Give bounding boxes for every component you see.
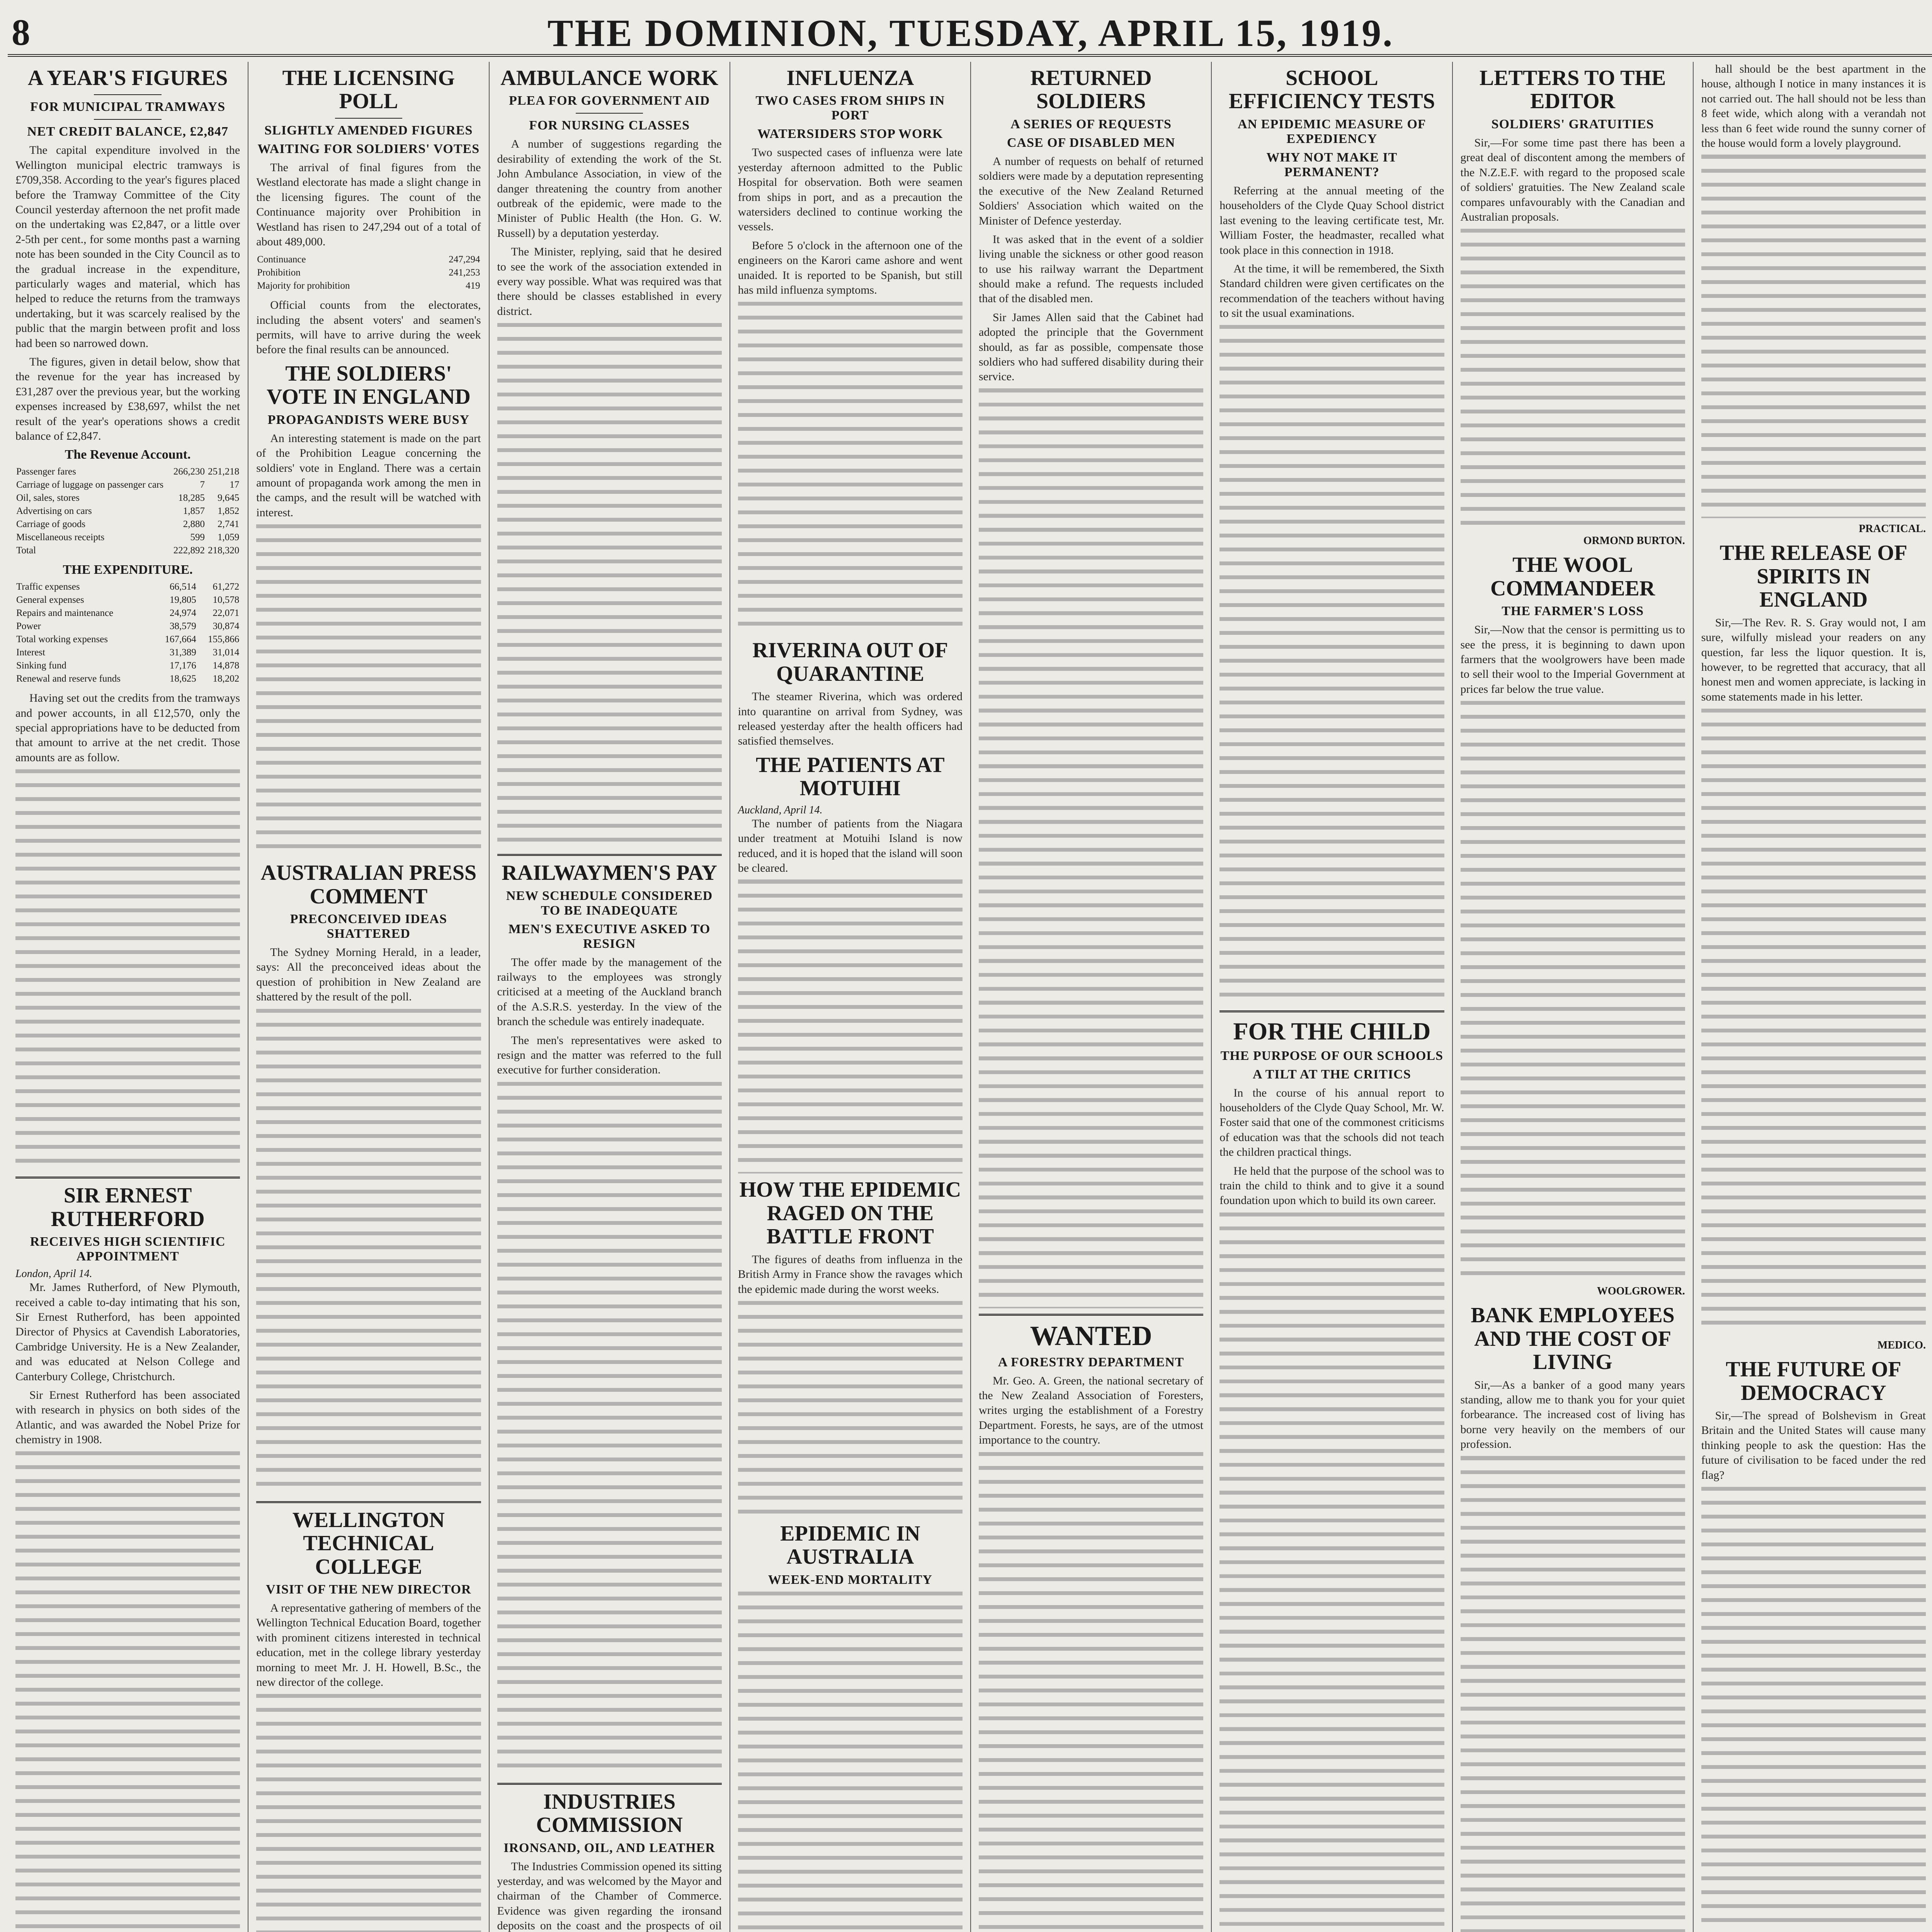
row-value: 419 [466,281,480,291]
row-value: 18,625 [170,673,196,684]
table-row [256,266,481,279]
kicker: WHY NOT MAKE IT PERMANENT? [1266,150,1398,179]
row-value: 17,176 [170,660,196,671]
headline: WELLINGTON TECHNICAL COLLEGE [292,1508,445,1579]
table-row [15,646,240,659]
row-value: 2,741 [218,519,240,530]
expenditure-table [15,580,240,685]
row-value: 266,230 [173,466,205,477]
row-value: 599 [190,532,205,543]
section-divider [497,1783,722,1785]
table-row [15,531,240,544]
column-3 [490,62,730,1932]
article-paragraph: The capital expenditure involved in the Wellington municipal electric tramways is £709,358. According to the year's figures placed before the Tramway Committee of the City Council yesterday afternoon the net profit made on the undertaking was £2,847, or a little over 2-5th per cent., for some months past a warning note has been sounded in the City Council as to the gradual increase in the expenditure, particularly wages and material, which has helped to reduce the returns from the tramways undertaking, but it was scarcely realised by the public that the margin between profit and loss had been so narrowed down. [15,144,240,350]
row-value: 18,285 [178,493,205,503]
section-divider [1219,1010,1444,1012]
article-paragraph: In the course of his annual report to householders of the Clyde Quay School, Mr. W. Foster said that one of the commonest criticisms of education was that the schools did not teach the children practical things. [1219,1086,1444,1159]
kicker: MEN'S EXECUTIVE ASKED TO RESIGN [508,922,711,951]
article-paragraph: The Industries Commission opened its sitting yesterday, and was welcomed by the Mayor and chairman of the Chamber of Commerce. Evidence was given regarding the ironsand deposits on the coast and the prospects of oil [497,1860,722,1932]
text-block [1461,1456,1685,1932]
table-row [256,253,481,266]
text-block [1219,325,1444,1005]
text-block [1701,1486,1926,1932]
letter-signature: PRACTICAL. [1859,523,1926,535]
article-paragraph: Two suspected cases of influenza were late yesterday afternoon admitted to the Public Hospital for observation. Both were seamen from ships in port, and as a precaution the watersiders declined to continue working the vessels. [738,146,963,233]
row-label: Total working expenses [16,634,108,645]
letter-signature: MEDICO. [1877,1339,1926,1352]
row-label: Total [16,545,36,556]
row-value: 10,578 [213,595,240,605]
article-paragraph: The figures of deaths from influenza in the British Army in France show the ravages which the epidemic made during the worst weeks. [738,1253,963,1296]
column-2 [248,62,489,1932]
row-value: 155,866 [208,634,240,645]
headline: THE LICENSING POLL [282,66,455,114]
kicker: NET CREDIT BALANCE, £2,847 [27,124,228,139]
row-label: Passenger fares [16,466,76,477]
letter-signature: ORMOND BURTON. [1583,535,1685,547]
headline: THE RELEASE OF SPIRITS IN ENGLAND [1719,541,1908,612]
table-row [256,279,481,293]
article-paragraph: Sir James Allen said that the Cabinet had adopted the principle that the Government should, as far as possible, compensate those soldiers who had suffered disability during their service. [979,311,1204,383]
section-divider [979,1314,1203,1316]
row-value: 241,253 [449,267,480,278]
text-block [1461,228,1685,530]
subheadline: TWO CASES FROM SHIPS IN PORT [755,94,945,123]
row-value: 31,389 [170,647,196,658]
row-value: 17 [230,480,240,490]
article-paragraph: An interesting statement is made on the part of the Prohibition League concerning the soldiers' vote in England. There was a certain amount of propaganda work among the men in the camps, and the result will be watched with interest. [256,432,481,519]
row-value: 14,878 [213,660,240,671]
headline: THE SOLDIERS' VOTE IN ENGLAND [266,361,471,409]
dateline: London, April 14. [15,1268,92,1280]
row-label: Renewal and reserve funds [16,673,121,684]
revenue-table [15,465,240,557]
row-value: 30,874 [213,621,240,632]
row-label: Majority for prohibition [257,281,350,291]
text-block [738,301,963,634]
headline: WANTED [1030,1320,1152,1351]
row-value: 7 [200,480,205,490]
headline: AMBULANCE WORK [500,66,718,90]
letter-paragraph: Sir,—The spread of Bolshevism in Great Britain and the United States will cause many thinking people to ask the question: Has the future of civilisation to be faced under the red flag? [1701,1409,1926,1481]
kicker: FOR NURSING CLASSES [529,118,690,133]
divider [94,119,161,120]
column-8 [1694,62,1932,1932]
subheadline: FOR MUNICIPAL TRAMWAYS [30,100,226,114]
headline: INDUSTRIES COMMISSION [536,1789,683,1837]
row-value: 22,071 [213,608,240,619]
row-value: 66,514 [170,582,196,592]
text-block [979,1452,1203,1932]
page-number: 8 [12,12,30,53]
subheadline: A SERIES OF REQUESTS [1010,117,1172,131]
article-paragraph: Official counts from the electorates, including the absent voters' and seamen's permits, will have to arrive during the week before the final results can be announced. [256,299,481,356]
row-label: Carriage of goods [16,519,86,530]
divider [94,94,161,95]
article-paragraph: The arrival of final figures from the Westland electorate has made a slight change in the licensing figures. The count of the Continuance majority over Prohibition in Westland has risen to 247,294 out of a total of about 489,000. [256,161,481,248]
kicker: A TILT AT THE CRITICS [1253,1067,1411,1082]
letter-signature: WOOLGROWER. [1597,1285,1685,1298]
article-paragraph: Mr. James Rutherford, of New Plymouth, received a cable to-day intimating that his son, Sir Ernest Rutherford, has been appointed Director of Physics at Cavendish Laboratories, Cambridge University. He is a New Zealander, and was educated at Nelson College and Canterbury College, Christchurch. [15,1281,240,1383]
divider [576,113,643,114]
row-label: Sinking fund [16,660,66,671]
headline: RETURNED SOLDIERS [1030,66,1152,114]
subheadline: PROPAGANDISTS WERE BUSY [267,412,470,427]
article-paragraph: The Sydney Morning Herald, in a leader, says: All the preconceived ideas about the question of prohibition in New Zealand are shattered by the result of the poll. [256,946,481,1003]
text-block [15,769,240,1171]
row-value: 167,664 [165,634,196,645]
row-label: Advertising on cars [16,506,92,517]
text-block [1219,1212,1444,1932]
row-label: Interest [16,647,45,658]
subheadline: WEEK-END MORTALITY [768,1572,932,1587]
kicker: WAITING FOR SOLDIERS' VOTES [257,141,480,156]
headline: A YEAR'S FIGURES [27,66,228,90]
subheadline: IRONSAND, OIL, AND LEATHER [503,1840,715,1855]
table-row [15,492,240,505]
row-label: General expenses [16,595,84,605]
article-paragraph: It was asked that in the event of a soldier living unable the sickness or other good reason to use his railway warrant the Department should make a refund. The requests included that of the disabled men. [979,233,1204,305]
row-value: 31,014 [213,647,240,658]
newspaper-title: THE DOMINION, TUESDAY, APRIL 15, 1919. [547,12,1394,54]
text-block [738,1591,963,1932]
table-heading: The Revenue Account. [65,447,191,462]
row-value: 1,059 [218,532,240,543]
article-paragraph: The men's representatives were asked to resign and the matter was referred to the full executive for further consideration. [497,1034,722,1077]
article-paragraph: At the time, it will be remembered, the Sixth Standard children were given certificates on the recommendation of the teachers without having to sit the usual examinations. [1219,262,1444,320]
row-value: 222,892 [173,545,205,556]
article-paragraph: Before 5 o'clock in the afternoon one of the engineers on the Karori came ashore and went unaided. It is reported to be Spanish, but still has mild influenza symptoms. [738,239,963,296]
table-row [15,544,240,557]
row-value: 9,645 [218,493,240,503]
text-block [738,1301,963,1517]
subheadline: VISIT OF THE NEW DIRECTOR [266,1582,471,1597]
subheadline: THE PURPOSE OF OUR SCHOOLS [1220,1048,1444,1063]
article-paragraph: The steamer Riverina, which was ordered into quarantine on arrival from Sydney, was released yesterday after the health officers had satisfied themselves. [738,690,963,748]
row-value: 19,805 [170,595,196,605]
column-6 [1212,62,1452,1932]
article-paragraph: A representative gathering of members of the Wellington Technical Education Board, together with prominent citizens interested in technical education, met in the college library yesterday morning to meet Mr. J. H. Howell, B.Sc., the new director of the college. [256,1602,481,1689]
text-block [497,323,722,849]
headline: RIVERINA OUT OF QUARANTINE [752,638,948,686]
subheadline: SOLDIERS' GRATUITIES [1491,117,1654,131]
section-divider [15,1177,240,1179]
kicker: WATERSIDERS STOP WORK [757,127,943,141]
masthead [8,8,1932,57]
article-paragraph: A number of requests on behalf of returned soldiers were made by a deputation representing the executive of the New Zealand Returned Soldiers' Association which waited on the Minister of Defence yesterday. [979,155,1204,227]
row-value: 24,974 [170,608,196,619]
table-row [15,505,240,518]
headline: EPIDEMIC IN AUSTRALIA [780,1521,920,1569]
row-value: 2,880 [183,519,205,530]
row-label: Continuance [257,254,306,265]
headline: INFLUENZA [786,66,914,90]
column-5 [971,62,1212,1932]
text-block [738,879,963,1173]
subheadline: RECEIVES HIGH SCIENTIFIC APPOINTMENT [30,1235,226,1264]
article-paragraph: Sir Ernest Rutherford has been associated with research in physics on both sides of the Atlantic, and was awarded the Nobel Prize for chemistry in 1908. [15,1388,240,1446]
article-paragraph: He held that the purpose of the school was to train the child to think and to give it a sound foundation upon which to build its own career. [1219,1164,1444,1207]
section-divider [256,1501,481,1503]
table-row [15,607,240,620]
letter-paragraph: Sir,—Now that the censor is permitting us to see the press, it is beginning to dawn upon farmers that the woolgrowers have been made to sell their wool to the Imperial Government at prices far below the true value. [1460,623,1685,696]
headline: BANK EMPLOYEES AND THE COST OF LIVING [1471,1303,1675,1374]
text-block [979,388,1203,1308]
letter-paragraph: Sir,—As a banker of a good many years standing, allow me to thank you for your quiet forbearance. The increased cost of living has borne very heavily on the members of our profession. [1460,1378,1685,1451]
subheadline: SLIGHTLY AMENDED FIGURES [264,123,473,138]
text-block [256,1009,481,1496]
subheadline: NEW SCHEDULE CONSIDERED TO BE INADEQUATE [506,888,713,918]
text-block [256,1694,481,1932]
row-value: 1,857 [183,506,205,517]
table-row [15,478,240,492]
row-value: 1,852 [218,506,240,517]
headline: AUSTRALIAN PRESS COMMENT [260,861,477,908]
subheadline: PRECONCEIVED IDEAS SHATTERED [290,912,447,941]
text-block [497,1082,722,1777]
article-paragraph: Having set out the credits from the tramways and power accounts, in all £12,570, only the special appropriations have to be deducted from that amount to arrive at the net credit. Those amounts are as follow. [15,692,240,764]
article-paragraph: A number of suggestions regarding the desirability of extending the work of the St. John Ambulance Association, in view of the danger threatening the country from another outbreak of the epidemic, were made to the Minister of Public Health (the Hon. G. W. Russell) by a deputation yesterday. [497,138,722,240]
table-row [15,594,240,607]
text-block [1461,701,1685,1281]
subheadline: THE FARMER'S LOSS [1502,604,1644,619]
column-7 [1453,62,1694,1932]
table-row [15,633,240,646]
letter-paragraph: hall should be the best apartment in the house, although I notice in many instances it is not carried out. The hall should not be less than 8 feet wide, which along with a verandah not less than 6 feet wide round the sunny corner of the house would form a lovely playground. [1701,63,1926,150]
headline: HOW THE EPIDEMIC RAGED ON THE BATTLE FRONT [739,1178,961,1249]
article-paragraph: Referring at the annual meeting of the householders of the Clyde Quay School district last evening to the leaving certificate test, Mr. William Foster, the headmaster, recalled what took place in this connection in 1918. [1219,184,1444,257]
headline: SCHOOL EFFICIENCY TESTS [1229,66,1435,114]
article-paragraph: The figures, given in detail below, show that the revenue for the year has increased by £31,287 over the previous year, but the working expenses increased by £38,697, whilst the net result of the year's operations shows a credit balance of £2,847. [15,355,240,442]
article-paragraph: The number of patients from the Niagara under treatment at Motuihi Island is now reduced, and it is hoped that the island will soon be cleared. [738,817,963,874]
row-label: Prohibition [257,267,301,278]
poll-results-table [256,253,481,293]
article-paragraph: The Minister, replying, said that he desired to see the work of the association extended in every way possible. What was required was that there should be classes established in every district. [497,245,722,318]
letter-paragraph: Sir,—The Rev. R. S. Gray would not, I am sure, wilfully mislead your readers on any question, far less the liquor question. It is, however, to be regretted that accuracy, that all honest men and women appreciate, is lacking in some statements made in his letter. [1701,616,1926,703]
headline: THE PATIENTS AT MOTUIHI [756,753,945,801]
row-label: Carriage of luggage on passenger cars [16,480,164,490]
text-block [15,1451,240,1932]
row-label: Power [16,621,41,632]
article-paragraph: Mr. Geo. A. Green, the national secretary of the New Zealand Association of Foresters, writes urging the establishment of a Forestry Department. Forests, he says, are of the utmost importance to the country. [979,1374,1204,1447]
table-row [15,659,240,672]
article-paragraph: The offer made by the management of the railways to the employees was strongly criticised at a meeting of the Auckland branch of the A.S.R.S. yesterday. In the view of the branch the schedule was entirely inadequate. [497,956,722,1028]
section-divider [497,854,722,856]
row-value: 251,218 [208,466,240,477]
headline: RAILWAYMEN'S PAY [502,861,717,885]
columns [8,62,1932,1932]
text-block [256,524,481,857]
row-value: 247,294 [449,254,480,265]
row-value: 38,579 [170,621,196,632]
row-value: 218,320 [208,545,240,556]
letter-paragraph: Sir,—For some time past there has been a great deal of discontent among the members of the N.Z.E.F. with regard to the proposed scale of soldiers' gratuities. The New Zealand scale compares unfavourably with the Canadian and Australian proposals. [1460,136,1685,223]
table-row [15,672,240,685]
dateline: Auckland, April 14. [738,804,823,816]
headline: SIR ERNEST RUTHERFORD [51,1184,205,1231]
table-row [15,580,240,594]
column-1 [8,62,248,1932]
subheadline: PLEA FOR GOVERNMENT AID [509,94,710,108]
text-block [1701,155,1926,518]
table-row [15,518,240,531]
table-row [15,620,240,633]
column-4 [730,62,971,1932]
row-label: Traffic expenses [16,582,80,592]
divider [335,118,402,119]
row-value: 61,272 [213,582,240,592]
kicker: CASE OF DISABLED MEN [1007,135,1175,150]
text-block [1701,708,1926,1335]
headline: THE FUTURE OF DEMOCRACY [1726,1357,1901,1405]
headline: LETTERS TO THE EDITOR [1479,66,1666,114]
subheadline: A FORESTRY DEPARTMENT [998,1355,1184,1369]
row-value: 18,202 [213,673,240,684]
table-heading: THE EXPENDITURE. [63,563,193,577]
subheadline: AN EPIDEMIC MEASURE OF EXPEDIENCY [1238,117,1426,146]
table-row [15,465,240,478]
row-label: Repairs and maintenance [16,608,114,619]
headline: THE WOOL COMMANDEER [1490,553,1655,600]
headline: FOR THE CHILD [1233,1017,1431,1045]
row-label: Oil, sales, stores [16,493,80,503]
row-label: Miscellaneous receipts [16,532,105,543]
